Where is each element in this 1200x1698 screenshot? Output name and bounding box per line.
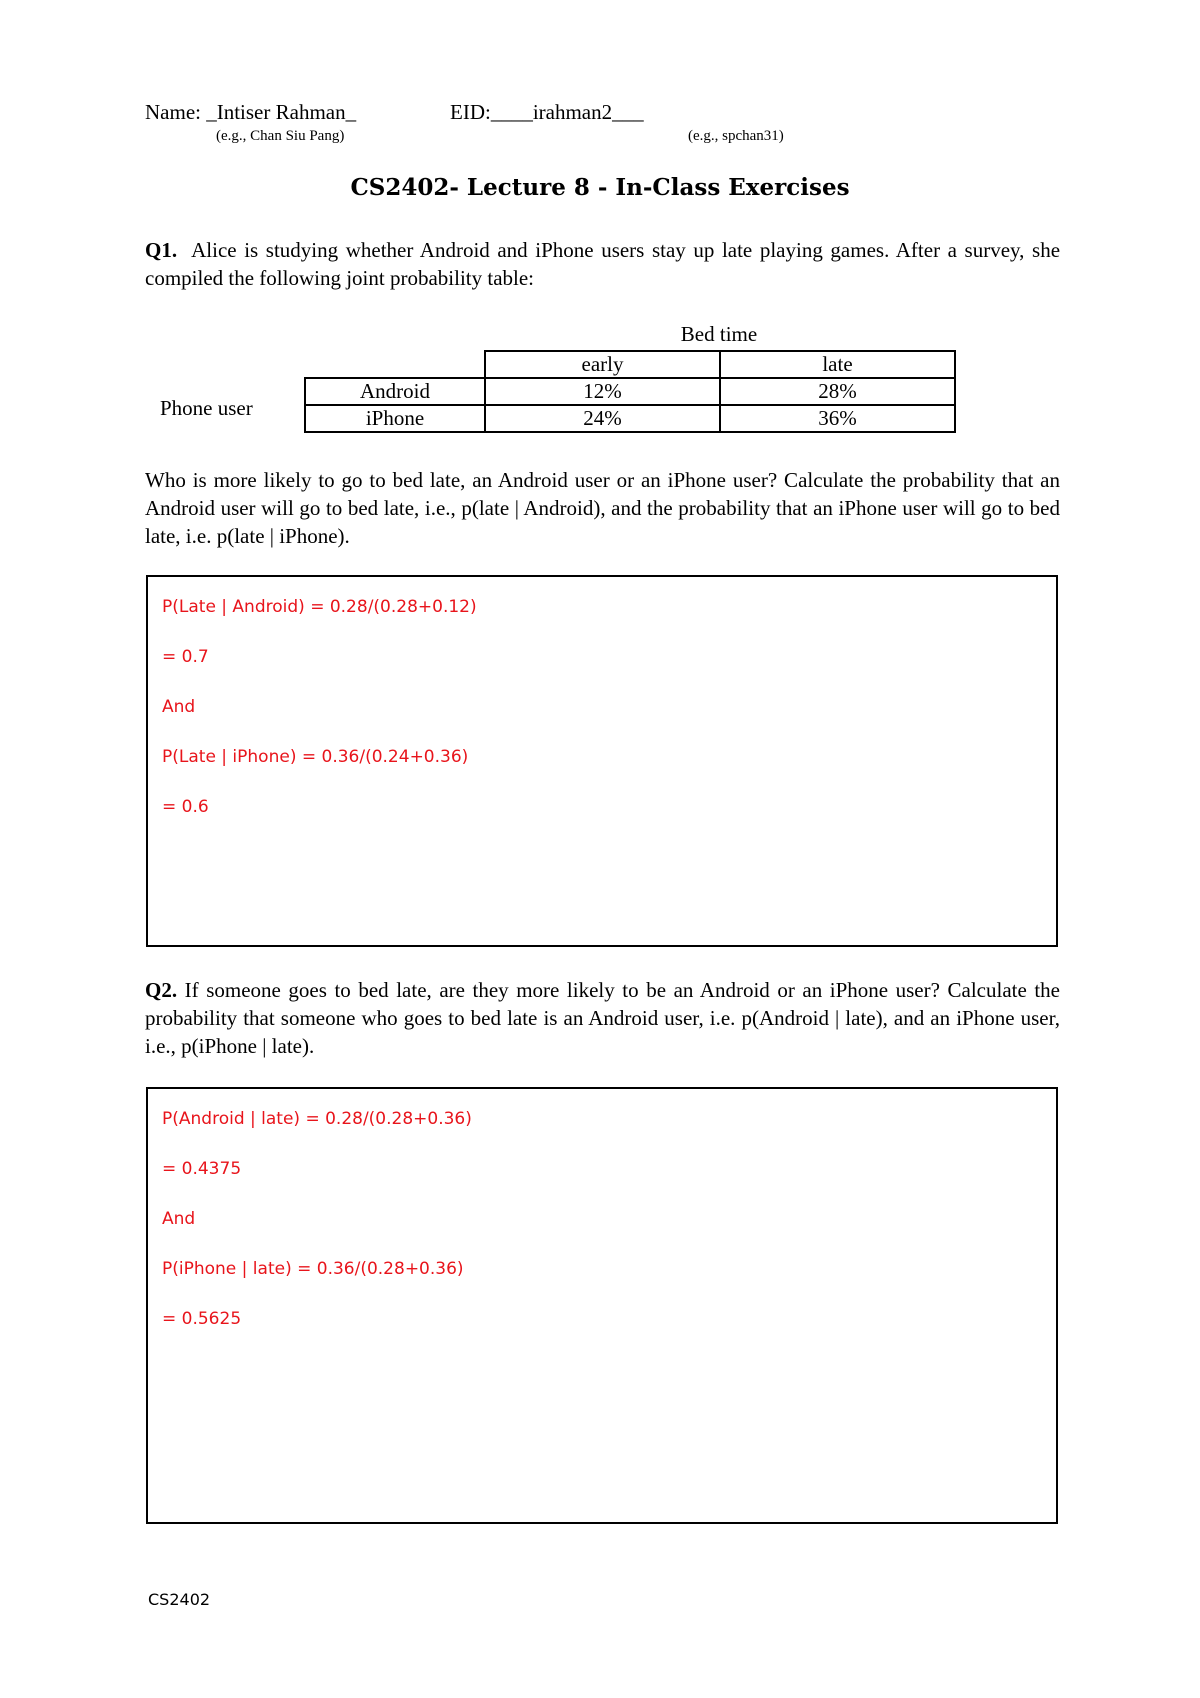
answer-line: And: [162, 697, 196, 717]
answer-line: P(iPhone | late) = 0.36/(0.28+0.36): [162, 1259, 464, 1279]
cell-iphone-early: 24%: [485, 405, 720, 432]
answer-line: = 0.5625: [162, 1309, 242, 1329]
q1-intro-paragraph: [145, 236, 1060, 292]
q2-answer-box[interactable]: [146, 1087, 1058, 1524]
q2-paragraph: [145, 976, 1060, 1060]
table-header-row: [305, 351, 955, 378]
cell-iphone-late: 36%: [720, 405, 955, 432]
row-header-iphone: iPhone: [305, 405, 485, 432]
page-footer: CS2402: [148, 1590, 211, 1609]
table-corner-cell: [305, 351, 485, 378]
cell-android-late: 28%: [720, 378, 955, 405]
q1-label: Q1.: [145, 238, 178, 262]
answer-line: P(Late | iPhone) = 0.36/(0.24+0.36): [162, 747, 469, 767]
table-row: [305, 378, 955, 405]
joint-probability-table: [304, 350, 956, 433]
cell-android-early: 12%: [485, 378, 720, 405]
q2-label: Q2.: [145, 978, 178, 1002]
answer-line: And: [162, 1209, 196, 1229]
page-title: CS2402- Lecture 8 - In-Class Exercises: [350, 174, 850, 201]
answer-line: = 0.7: [162, 647, 209, 667]
answer-line: P(Late | Android) = 0.28/(0.28+0.12): [162, 597, 477, 617]
row-header-android: Android: [305, 378, 485, 405]
phone-user-header: Phone user: [160, 396, 253, 420]
table-row: [305, 405, 955, 432]
q1-answer-box[interactable]: [146, 575, 1058, 947]
student-eid-field: EID:____irahman2___: [450, 100, 644, 124]
q1-intro-text: Alice is studying whether Android and iPhone users stay up late playing games. After a survey, she compiled the following joint probability table:: [145, 238, 1061, 290]
column-header-late: late: [720, 351, 955, 378]
bed-time-header: Bed time: [680, 322, 758, 346]
answer-line: P(Android | late) = 0.28/(0.28+0.36): [162, 1109, 472, 1129]
student-name-field: Name: _Intiser Rahman_: [145, 100, 357, 124]
q2-question-text: If someone goes to bed late, are they more likely to be an Android or an iPhone user? Calculate the probability that someone who goes to bed late is an Android user, i.e. p(Android | late), and an iPhone user, i.e., p(iPhone | late).: [145, 978, 1061, 1058]
answer-line: = 0.6: [162, 797, 209, 817]
answer-line: = 0.4375: [162, 1159, 242, 1179]
q1-question-paragraph: Who is more likely to go to bed late, an Android user or an iPhone user? Calculate the probability that an Android user will go to bed late, i.e., p(late | Android), and the probability that an iPhone user will go to bed late, i.e. p(late | iPhone).: [145, 468, 1060, 548]
eid-example-hint: (e.g., spchan31): [688, 128, 784, 144]
column-header-early: early: [485, 351, 720, 378]
name-example-hint: (e.g., Chan Siu Pang): [216, 128, 345, 144]
